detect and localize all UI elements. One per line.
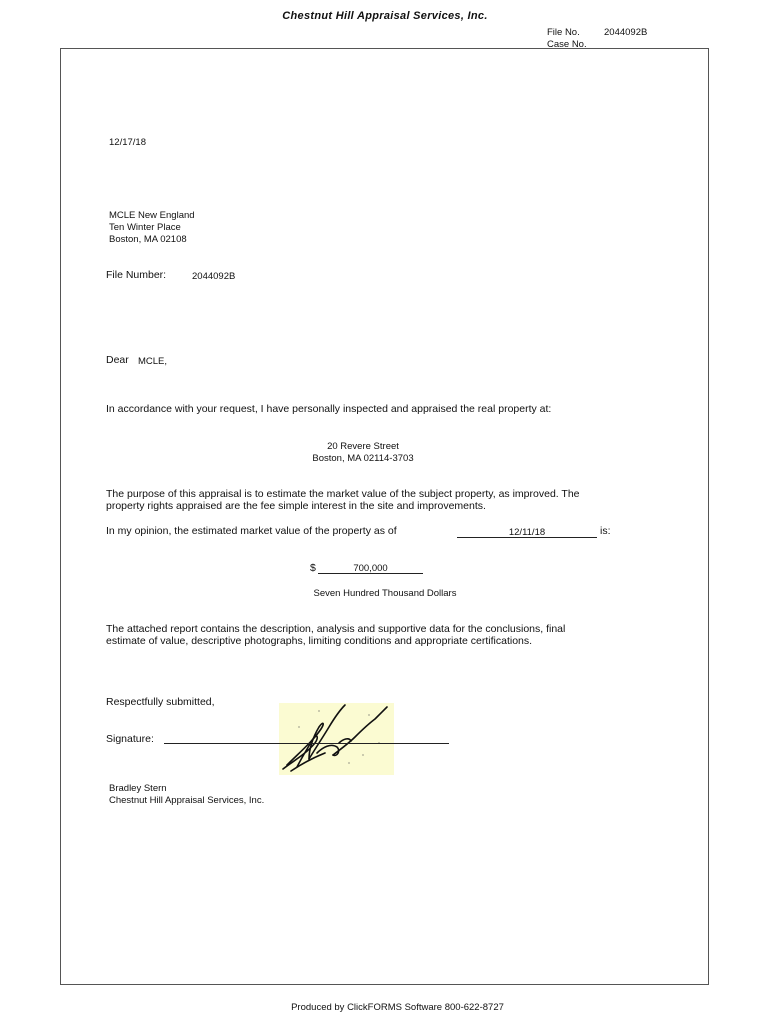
company-header: Chestnut Hill Appraisal Services, Inc. <box>282 10 488 22</box>
currency-symbol: $ <box>310 562 316 574</box>
intro-paragraph: In accordance with your request, I have personally inspected and appraised the real property at: <box>106 403 552 415</box>
file-number-label: File Number: <box>106 269 167 281</box>
opinion-is: is: <box>600 525 611 537</box>
property-street: 20 Revere Street <box>327 441 399 452</box>
recipient-line-2: Ten Winter Place <box>109 222 181 233</box>
opinion-date: 12/11/18 <box>508 527 546 538</box>
file-no-label: File No. <box>547 27 580 38</box>
attached-line-2: estimate of value, descriptive photographs, limiting conditions and appropriate certifications. <box>106 635 533 647</box>
recipient-line-1: MCLE New England <box>109 210 195 221</box>
salutation-name: MCLE, <box>138 356 168 367</box>
case-no-label: Case No. <box>547 39 587 50</box>
signature-label: Signature: <box>106 733 154 745</box>
purpose-line-2: property rights appraised are the fee simple interest in the site and improvements. <box>106 500 486 512</box>
opinion-text: In my opinion, the estimated market value of the property as of <box>106 525 397 537</box>
market-value: 700,000 <box>353 563 388 574</box>
signer-name: Bradley Stern <box>109 783 167 794</box>
closing: Respectfully submitted, <box>106 696 215 708</box>
letter-date: 12/17/18 <box>109 137 146 148</box>
attached-line-1: The attached report contains the description, analysis and supportive data for the conclusions, final <box>106 623 566 635</box>
purpose-line-1: The purpose of this appraisal is to estimate the market value of the subject property, as improved. The <box>106 488 580 500</box>
file-no-value: 2044092B <box>604 27 648 38</box>
recipient-line-3: Boston, MA 02108 <box>109 234 187 245</box>
value-in-words: Seven Hundred Thousand Dollars <box>313 588 457 599</box>
property-city: Boston, MA 02114-3703 <box>312 453 414 464</box>
salutation-label: Dear <box>106 354 129 366</box>
file-number-value: 2044092B <box>192 271 236 282</box>
signer-company: Chestnut Hill Appraisal Services, Inc. <box>109 795 265 806</box>
signature-image <box>279 703 394 775</box>
footer-produced-by: Produced by ClickFORMS Software 800-622-8727 <box>291 1002 504 1013</box>
page-frame <box>60 48 709 985</box>
signature-line <box>164 743 449 744</box>
